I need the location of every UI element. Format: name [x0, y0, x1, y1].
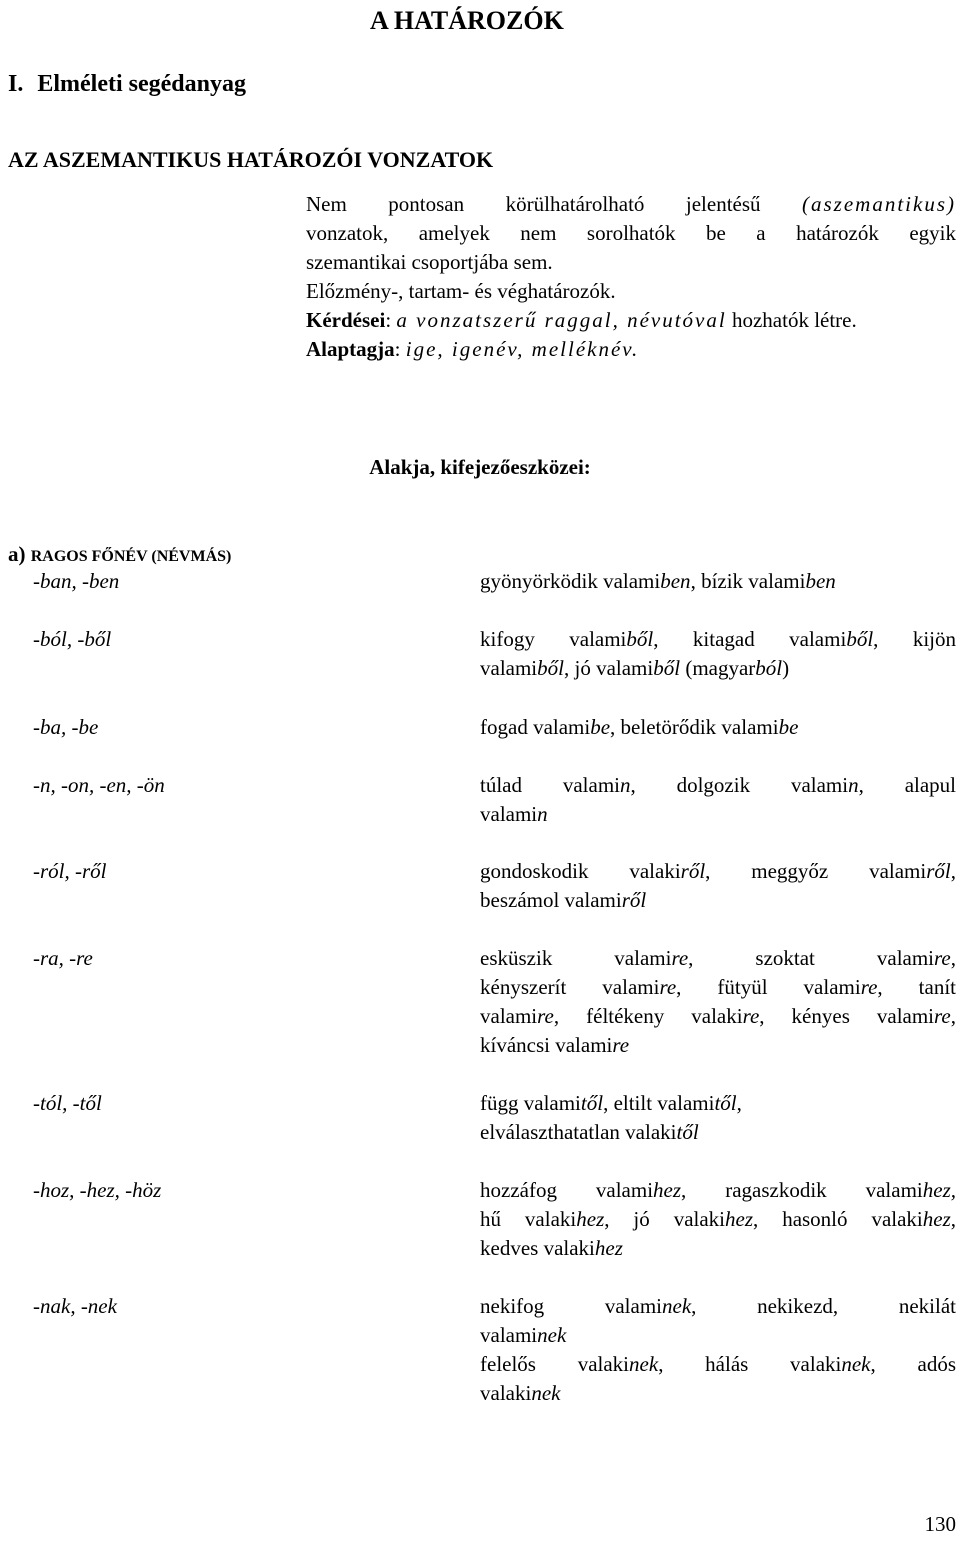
section-title: Elméleti segédanyag [37, 71, 246, 97]
base-value: ige, igenév, melléknév. [405, 337, 640, 361]
base-line: Alaptagja: ige, igenév, melléknév. [306, 337, 640, 361]
document-title: A HATÁROZÓK [370, 6, 564, 35]
subsection-heading: AZ ASZEMANTIKUS HATÁROZÓI VONZATOK [8, 147, 494, 172]
forms-heading: Alakja, kifejezőeszközei: [369, 455, 591, 479]
intro-line-3: szemantikai csoportjába sem. [306, 250, 553, 274]
suffix-label: -ban, -ben [33, 569, 120, 593]
example-text: gyönyörködik valamiben, bízik valamiben [480, 569, 836, 593]
questions-line: Kérdései: a vonzatszerű raggal, névutóval hozhatók létre. [306, 308, 857, 332]
example-text: túlad valamin, dolgozik valamin, alapul valamin [480, 773, 957, 826]
intro-line-2: vonzatok, amelyek nem sorolhatók be a határozók egyik [306, 221, 956, 245]
example-text: fogad valamibe, beletörődik valamibe [480, 715, 799, 739]
group-label: RAGOS FŐNÉV (NÉVMÁS) [30, 548, 232, 565]
example-text: nekifog valaminek, nekikezd, nekilát valaminek felelős valakinek, hálás valakinek, adós valakinek [480, 1294, 956, 1405]
questions-value: a vonzatszerű raggal, névutóval [396, 308, 727, 332]
section-heading [8, 68, 246, 100]
base-label: Alaptagja [306, 337, 395, 361]
example-text: gondoskodik valakiről, meggyőz valamiről, beszámol valamiről [480, 859, 956, 912]
example-text: hozzáfog valamihez, ragaszkodik valamihez, hű valakihez, jó valakihez, hasonló valakihez, kedves valakihez [480, 1178, 957, 1260]
questions-tail: hozhatók létre. [731, 308, 857, 332]
page-number: 130 [924, 1512, 956, 1536]
intro-line-4: Előzmény-, tartam- és véghatározók. [306, 279, 616, 303]
intro-paragraph [306, 190, 956, 364]
example-text: függ valamitől, eltilt valamitől, elválaszthatatlan valakitől [480, 1091, 742, 1144]
suffix-label: -ról, -ről [33, 859, 107, 883]
suffix-label: -n, -on, -en, -ön [33, 773, 165, 797]
suffix-label: -tól, -től [33, 1091, 102, 1115]
suffix-label: -hoz, -hez, -höz [33, 1178, 162, 1202]
example-text: kifogy valamiből, kitagad valamiből, kijön valamiből, jó valamiből (magyarból) [480, 627, 956, 680]
group-letter: a) [8, 542, 26, 566]
example-text: esküszik valamire, szoktat valamire, kényszerít valamire, fütyül valamire, tanít valamire, féltékeny valakire, kényes valamire, kíváncsi valamire [480, 946, 956, 1057]
suffix-label: -nak, -nek [33, 1294, 117, 1318]
suffix-label: -ból, -ből [33, 627, 112, 651]
suffix-label: -ba, -be [33, 715, 99, 739]
aszemantikus-term: (aszemantikus) [802, 192, 956, 216]
suffix-label: -ra, -re [33, 946, 93, 970]
intro-line-1: Nem pontosan körülhatárolható jelentésű (aszemantikus) [306, 192, 956, 216]
questions-label: Kérdései [306, 308, 386, 332]
section-number: I. [8, 71, 24, 97]
